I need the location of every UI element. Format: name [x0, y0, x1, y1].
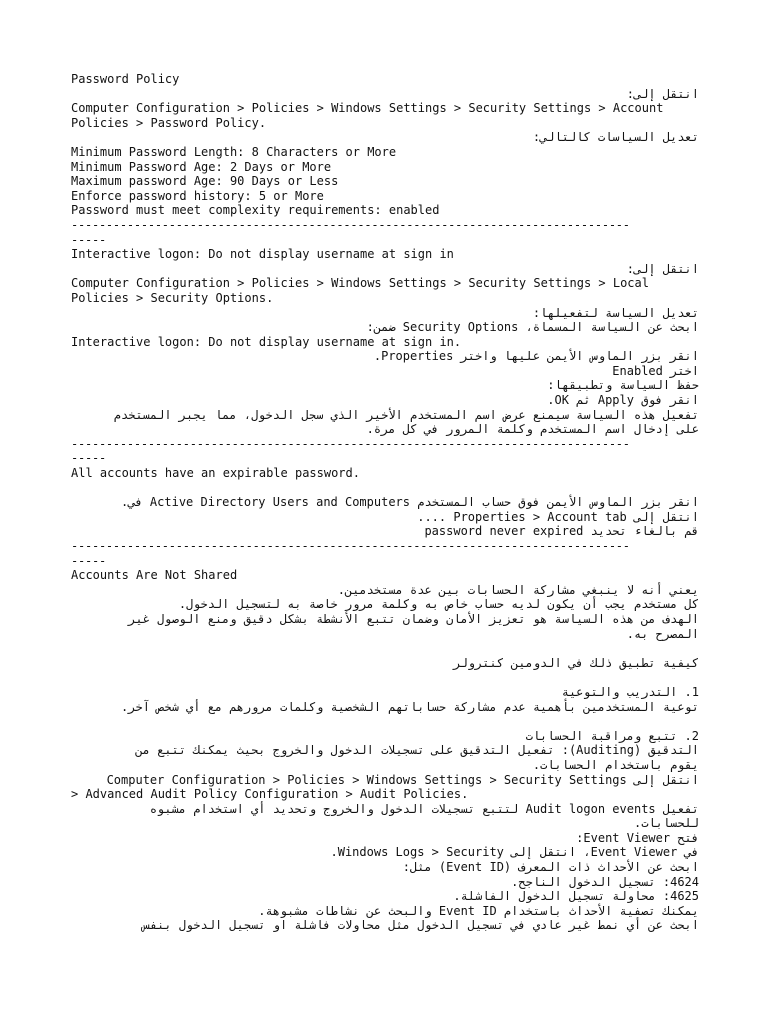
- text-line: Maximum password Age: 90 Days or Less: [71, 174, 339, 189]
- text-line: اختر Enabled: [612, 363, 699, 378]
- text-line: تعديل السياسة لتفعيلها:: [532, 305, 699, 320]
- text-line: تعديل السياسات كالتالي:: [532, 130, 699, 145]
- text-line: ابحث عن أي نمط غير عادي في تسجيل الدخول مثل محاولات فاشلة او تسجيل الدخول بنفس: [142, 918, 699, 933]
- text-line: كيفية تطبيق ذلك في الدومين كنترولر: [453, 655, 699, 670]
- text-line: قم بالغاء تحديد password never expired: [424, 524, 699, 539]
- separator-line: --------------------------------------------------------------------------------: [71, 217, 630, 232]
- text-line: Computer Configuration > Policies > Windows Settings > Security Settings > Local: [71, 276, 649, 291]
- text-line: Policies > Security Options.: [71, 290, 274, 305]
- document-body: [71, 72, 699, 933]
- text-line: ابحث عن الأحداث ذات المعرف (Event ID) مثل:: [402, 860, 699, 875]
- text-line: يقوم باستخدام الحسابات.: [532, 757, 699, 772]
- text-line: للحسابات.: [633, 816, 699, 831]
- text-line: 4624: تسجيل الدخول الناجح.: [511, 874, 699, 889]
- text-line: انتقل إلى:: [626, 261, 699, 276]
- separator-line: -----: [71, 232, 106, 247]
- text-line: انقر بزر الماوس الأيمن عليها واختر Properties.: [373, 349, 699, 364]
- text-line: Policies > Password Policy.: [71, 115, 267, 130]
- text-line: [71, 714, 699, 729]
- text-line: > Advanced Audit Policy Configuration > Audit Policies.: [71, 787, 469, 802]
- text-line: يمكنك تصفية الأحداث باستخدام Event ID والبحث عن نشاطات مشبوهة.: [258, 903, 699, 918]
- text-line: Minimum Password Length: 8 Characters or More: [71, 144, 397, 159]
- text-line: المصرح به.: [626, 626, 699, 641]
- text-line: في Event Viewer، انتقل إلى Windows Logs > Security.: [330, 845, 699, 860]
- text-line: انقر فوق Apply ثم OK.: [547, 393, 699, 408]
- text-line: 4625: محاولة تسجيل الدخول الفاشلة.: [453, 889, 699, 904]
- text-line: يعني أنه لا ينبغي مشاركة الحسابات بين عدة مستخدمين.: [337, 582, 699, 597]
- text-line: 2. تتبع ومراقبة الحسابات: [525, 728, 699, 743]
- text-line: [71, 641, 699, 656]
- text-line: Password Policy: [71, 72, 180, 86]
- text-line: انتقل إلى Properties > Account tab ....: [417, 509, 699, 524]
- text-line: التدقيق (Auditing): تفعيل التدقيق على تسجيلات الدخول والخروج بحيث يمكنك تتبع من: [135, 743, 699, 758]
- text-line: [71, 481, 699, 496]
- text-line: All accounts have an expirable password.: [71, 466, 360, 481]
- text-line: Minimum Password Age: 2 Days or More: [71, 159, 332, 174]
- text-line: [71, 670, 699, 685]
- text-line: 1. التدريب والتوعية: [561, 684, 699, 699]
- text-line: الهدف من هذه السياسة هو تعزيز الأمان وضمان تتبع الأنشطة بشكل دقيق ومنع الوصول غير: [128, 611, 699, 626]
- separator-line: -----: [71, 553, 106, 568]
- text-line: كل مستخدم يجب أن يكون لديه حساب خاص به وكلمة مرور خاصة به لتسجيل الدخول.: [178, 597, 699, 612]
- text-line: انتقل إلى:: [626, 86, 699, 101]
- text-line: توعية المستخدمين بأهمية عدم مشاركة حساباتهم الشخصية وكلمات مرورهم مع أي شخص آخر.: [121, 699, 699, 714]
- text-line: انقر بزر الماوس الأيمن فوق حساب المستخدم Active Directory Users and Computers في.: [121, 495, 699, 510]
- separator-line: --------------------------------------------------------------------------------: [71, 436, 630, 451]
- text-line: فتح Event Viewer:: [576, 830, 699, 845]
- text-line: Password must meet complexity requirements: enabled: [71, 203, 440, 218]
- text-line: Interactive logon: Do not display username at sign in: [71, 247, 454, 262]
- text-line: حفظ السياسة وتطبيقها:: [547, 378, 699, 393]
- text-line: تفعيل هذه السياسة سيمنع عرض اسم المستخدم الأخير الذي سجل الدخول، مما يجبر المستخدم: [113, 407, 699, 422]
- text-line: ابحث عن السياسة المسماة، Security Options ضمن:: [366, 320, 699, 335]
- separator-line: --------------------------------------------------------------------------------: [71, 539, 630, 553]
- text-line: تفعيل Audit logon events لتتبع تسجيلات الدخول والخروج وتحديد أي استخدام مشبوه: [149, 801, 699, 816]
- text-line: Computer Configuration > Policies > Windows Settings > Security Settings > Account: [71, 101, 664, 116]
- separator-line: -----: [71, 451, 106, 466]
- text-line: Enforce password history: 5 or More: [71, 188, 324, 203]
- text-line: انتقل إلى Computer Configuration > Policies > Windows Settings > Security Settings: [106, 772, 699, 787]
- text-line: Interactive logon: Do not display username at sign in.: [71, 334, 462, 349]
- text-line: Accounts Are Not Shared: [71, 568, 238, 583]
- text-line: على إدخال اسم المستخدم وكلمة المرور في كل مرة.: [366, 422, 699, 437]
